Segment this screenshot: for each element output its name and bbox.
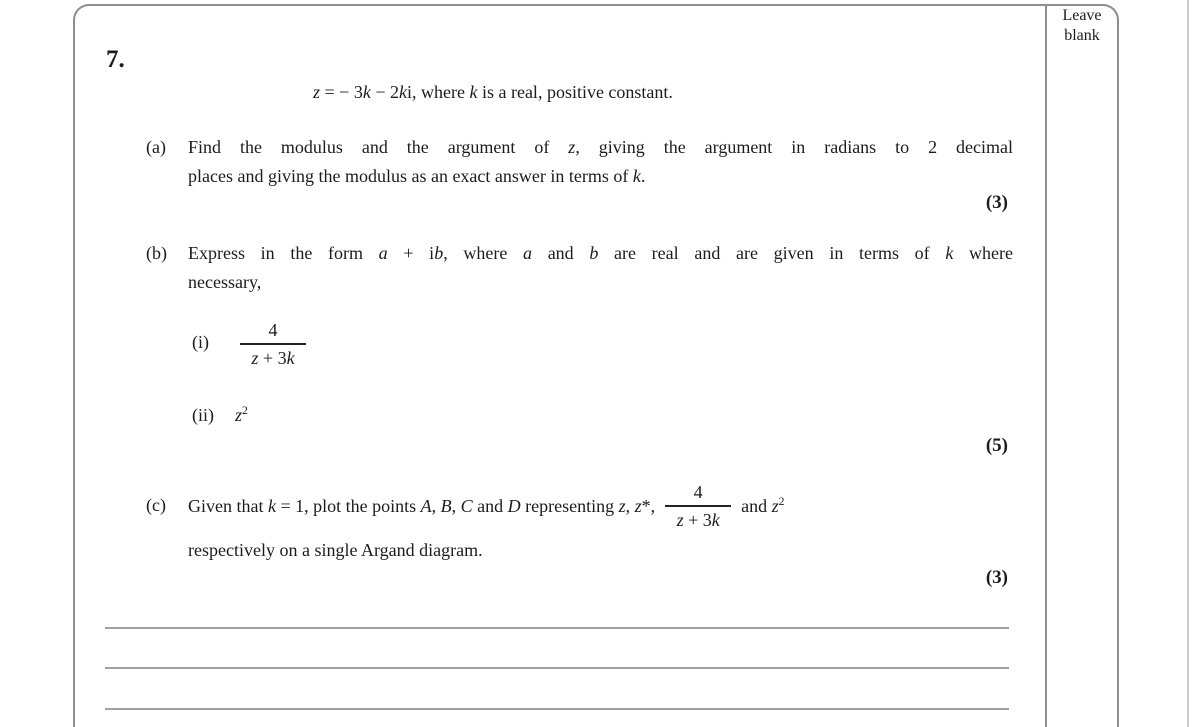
page-border xyxy=(73,4,1119,727)
part-c-marks: (3) xyxy=(985,567,1008,588)
part-b-marks: (5) xyxy=(985,435,1008,456)
item-i-fraction xyxy=(240,317,306,371)
part-c-fraction-denominator: z + 3k xyxy=(676,510,720,530)
item-i-fraction-numerator: 4 xyxy=(268,320,278,340)
part-b-text xyxy=(188,239,1013,297)
part-c-fraction xyxy=(665,479,731,533)
part-c-line1-tail: and $z^2$ xyxy=(741,494,785,516)
part-a-line1: Find the modulus and the argument of z, giving the argument in radians to 2 decimal xyxy=(188,137,1014,157)
part-c-line1 xyxy=(188,479,785,533)
question-number: 7. xyxy=(106,46,125,73)
part-a-line2: places and giving the modulus as an exact answer in terms of k. xyxy=(188,166,646,186)
part-b-label: (b) xyxy=(146,243,167,263)
part-a-text xyxy=(188,133,1013,191)
item-ii-label: (ii) xyxy=(192,405,214,425)
item-ii-expression: $z^2$ xyxy=(235,404,248,425)
answer-line xyxy=(105,667,1009,669)
item-i-label: (i) xyxy=(192,332,209,352)
part-b-line2: necessary, xyxy=(188,272,262,292)
part-a-label: (a) xyxy=(146,137,166,157)
leave-blank-line1: Leave xyxy=(1062,7,1102,24)
part-c-line2: respectively on a single Argand diagram. xyxy=(188,540,483,560)
column-divider-line xyxy=(1045,5,1047,727)
part-c-line1-head: Given that k = 1, plot the points A, B, C and D representing z, z*, xyxy=(188,495,656,516)
leave-blank-line2: blank xyxy=(1064,27,1100,44)
leave-blank-label xyxy=(1047,6,1117,46)
item-i-fraction-denominator: z + 3k xyxy=(251,348,295,368)
part-b-line1: Express in the form a + ib, where a and b are real and are given in terms of k where xyxy=(188,243,1013,263)
part-c-label: (c) xyxy=(146,495,166,515)
answer-line xyxy=(105,708,1009,710)
answer-line xyxy=(105,627,1009,629)
part-c-fraction-numerator: 4 xyxy=(693,482,703,502)
intro-equation: z = − 3k − 2ki, where k is a real, positive constant. xyxy=(313,82,673,102)
part-a-marks: (3) xyxy=(985,192,1008,213)
page-edge-line xyxy=(1187,0,1189,727)
